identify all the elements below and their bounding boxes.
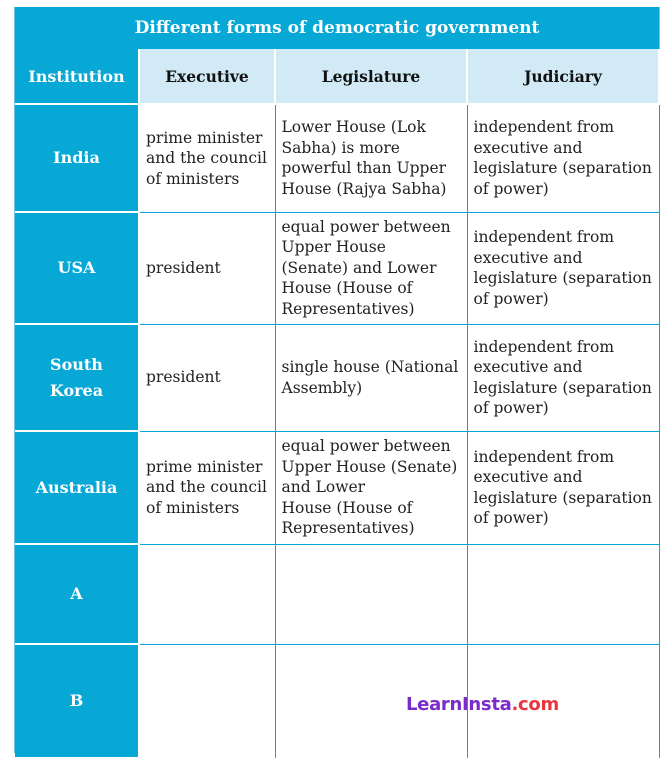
- democratic-government-table: [14, 7, 660, 753]
- legislature-text-line: Assembly): [281, 378, 363, 397]
- legislature-text-line: House (House of: [281, 498, 413, 517]
- institution-cell: [15, 544, 139, 644]
- judiciary-text-line: independent from: [473, 447, 615, 466]
- judiciary-cell: [467, 544, 659, 644]
- country-name-line: South: [50, 354, 103, 374]
- judiciary-text-line: legislature (separation: [473, 159, 652, 178]
- executive-text-line: and the council: [146, 478, 267, 497]
- country-name-line: USA: [57, 258, 96, 277]
- institution-cell: [15, 104, 139, 212]
- judiciary-text-line: legislature (separation: [473, 269, 652, 287]
- table-row: [15, 212, 659, 324]
- judiciary-text-line: executive and: [473, 138, 583, 157]
- legislature-text-line: House (House of: [281, 279, 413, 298]
- judiciary-text-line: independent from: [473, 228, 615, 246]
- executive-text-line: and the council: [146, 149, 267, 167]
- executive-text-line: of ministers: [146, 498, 240, 517]
- table-title: Different forms of democratic government: [15, 7, 659, 49]
- table-row: [15, 431, 659, 544]
- institution-cell: [15, 644, 139, 758]
- legislature-cell: [275, 104, 467, 212]
- executive-cell: [139, 431, 275, 544]
- judiciary-text-line: of power): [473, 289, 549, 308]
- judiciary-cell: [467, 324, 659, 431]
- legislature-text-line: House (Rajya Sabha): [281, 179, 447, 198]
- legislature-text-line: (Senate) and Lower: [281, 258, 437, 277]
- legislature-cell: [275, 544, 467, 644]
- judiciary-text-line: executive and: [473, 468, 583, 486]
- judiciary-text-line: legislature (separation: [473, 378, 652, 397]
- legislature-text-line: Representatives): [281, 299, 415, 318]
- legislature-text-line: Representatives): [281, 519, 415, 538]
- executive-cell: [139, 104, 275, 212]
- table-row: [15, 324, 659, 431]
- header-executive: Executive: [139, 49, 275, 104]
- executive-cell: [139, 544, 275, 644]
- executive-cell: [139, 324, 275, 431]
- government-forms-table: [15, 49, 660, 759]
- table-row: [15, 544, 659, 644]
- legislature-cell: [275, 212, 467, 324]
- executive-text-line: prime minister: [146, 457, 263, 476]
- judiciary-text-line: executive and: [473, 358, 583, 376]
- legislature-text-line: powerful than Upper: [281, 159, 447, 178]
- table-row: [15, 104, 659, 212]
- institution-cell: [15, 431, 139, 544]
- legislature-text-line: Lower House (Lok: [281, 118, 426, 137]
- legislature-text-line: Sabha) is more: [281, 138, 400, 157]
- judiciary-cell: [467, 212, 659, 324]
- legislature-text-line: Upper House: [281, 238, 386, 257]
- header-judiciary: Judiciary: [467, 49, 659, 104]
- country-name-line: Korea: [49, 380, 104, 400]
- header-row: [15, 49, 659, 104]
- header-legislature: Legislature: [275, 49, 467, 104]
- judiciary-text-line: of power): [473, 399, 549, 417]
- judiciary-text-line: independent from: [473, 337, 615, 356]
- executive-cell: [139, 212, 275, 324]
- judiciary-text-line: of power): [473, 179, 549, 198]
- executive-text-line: president: [146, 368, 221, 387]
- country-name-line: India: [53, 148, 100, 167]
- legislature-text-line: equal power between: [281, 217, 451, 236]
- judiciary-text-line: executive and: [473, 248, 583, 267]
- legislature-text-line: Upper House (Senate): [281, 457, 458, 476]
- judiciary-text-line: legislature (separation: [473, 488, 652, 507]
- country-name-line: Australia: [35, 477, 118, 497]
- table-body: [15, 104, 659, 758]
- country-name-line: B: [69, 691, 84, 710]
- judiciary-cell: [467, 104, 659, 212]
- judiciary-cell: [467, 431, 659, 544]
- legislature-cell: [275, 431, 467, 544]
- header-institution: Institution: [15, 49, 139, 104]
- institution-cell: [15, 324, 139, 431]
- executive-text-line: prime minister: [146, 128, 263, 147]
- legislature-text-line: equal power between: [281, 437, 451, 456]
- judiciary-text-line: independent from: [473, 118, 615, 137]
- executive-text-line: president: [146, 258, 221, 277]
- executive-cell: [139, 644, 275, 758]
- watermark-brand: LearnInsta: [406, 694, 512, 715]
- watermark-domain: .com: [511, 694, 559, 715]
- table-row: [15, 644, 659, 758]
- judiciary-text-line: of power): [473, 509, 549, 527]
- legislature-text-line: single house (National: [281, 358, 459, 376]
- legislature-cell: [275, 324, 467, 431]
- learninsta-watermark: [406, 694, 559, 715]
- legislature-text-line: and Lower: [281, 478, 366, 497]
- institution-cell: [15, 212, 139, 324]
- executive-text-line: of ministers: [146, 169, 240, 188]
- country-name-line: A: [70, 584, 83, 603]
